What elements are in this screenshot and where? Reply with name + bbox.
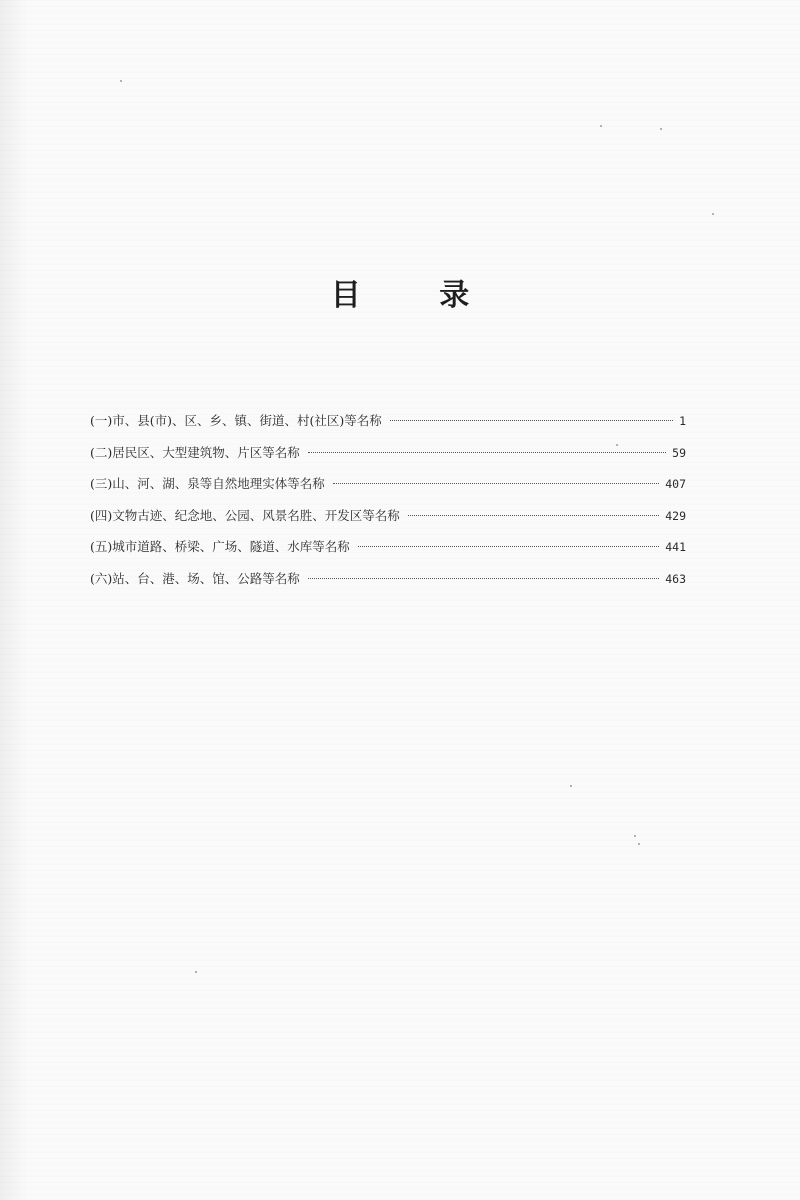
toc-dot-leader [308,452,666,453]
scan-speck [616,444,618,446]
toc-entry-label: (五)城市道路、桥梁、广场、隧道、水库等名称 [90,539,350,554]
scan-speck [634,835,636,837]
scan-speck [195,971,197,973]
toc-entry-page: 407 [665,477,686,491]
toc-entry-label: (六)站、台、港、场、馆、公路等名称 [90,570,300,586]
scan-speck [570,785,572,787]
toc-entry-label: (一)市、县(市)、区、乡、镇、街道、村(社区)等名称 [90,413,382,428]
toc-dot-leader [390,420,673,421]
toc-entry-page: 1 [679,414,686,428]
toc-entry[interactable] [90,531,686,563]
toc-entry-page: 429 [665,508,686,523]
scan-speck [712,213,714,215]
toc-entry-label: (三)山、河、湖、泉等自然地理实体等名称 [90,476,325,491]
scan-speck [660,128,662,130]
toc-dot-leader [333,483,659,484]
toc-dot-leader [358,546,659,547]
page-title: 目 录 [330,278,504,313]
toc-entry[interactable] [90,563,686,595]
scan-speck [120,80,122,82]
toc-entry-label: (二)居民区、大型建筑物、片区等名称 [90,444,300,460]
scan-speck [600,125,602,127]
toc-entry-label: (四)文物古迹、纪念地、公园、风景名胜、开发区等名称 [90,507,400,523]
toc-dot-leader [408,515,659,516]
toc-dot-leader [308,578,659,579]
scan-speck [638,843,640,845]
table-of-contents [90,405,686,594]
toc-entry[interactable] [90,468,686,500]
toc-entry-page: 463 [665,571,686,586]
toc-entry[interactable] [90,500,686,532]
toc-entry-page: 59 [672,445,686,460]
toc-entry[interactable] [90,437,686,469]
toc-entry[interactable] [90,405,686,437]
toc-entry-page: 441 [665,540,686,554]
